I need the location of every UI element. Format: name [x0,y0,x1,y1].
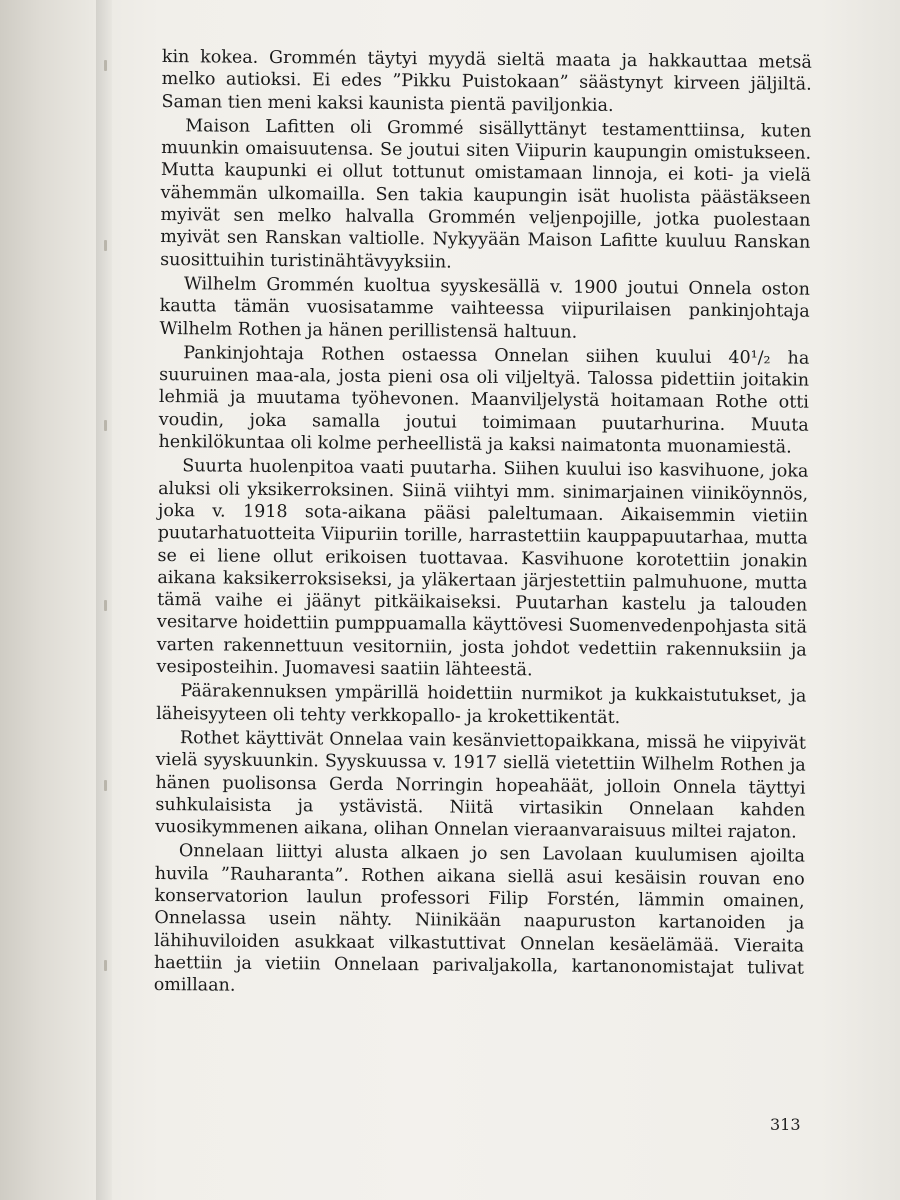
paragraph: Pankinjohtaja Rothen ostaessa Onnelan siihen kuului 40¹/₂ ha suuruinen maa-ala, josta pieni osa oli viljeltyä. Talossa pidettiin joitakin lehmiä ja muutama työhevonen. Maanviljelystä hoitamaan Rothe otti voudin, joka samalla joutui toimimaan puutarhurina. Muuta henkilökuntaa oli kolme perheellistä ja kaksi naimatonta muonamiestä. [158,343,810,458]
binding-stitch [104,420,107,431]
binding-stitch [104,60,107,71]
paragraph: Päärakennuksen ympärillä hoidettiin nurmikot ja kukkaistutukset, ja läheisyyteen oli tehty verkkopallo- ja krokettikentät. [156,681,807,728]
paragraph: Wilhelm Grommén kuoltua syyskesällä v. 1900 joutui Onnela oston kautta tämän vuosisatamme vaihteessa viipurilaisen pankinjohtaja Wilhelm Rothen ja hänen perillistensä haltuun. [159,274,810,343]
binding-stitch [104,780,107,791]
paragraph: kin kokea. Grommén täytyi myydä sieltä maata ja hakkauttaa metsä melko autioksi. Ei edes ”Pikku Puistokaan” säästynyt kirveen jäljiltä. Saman tien meni kaksi kaunista pientä paviljonkia. [161,46,812,116]
binding-stitch [104,960,107,971]
paragraph: Rothet käyttivät Onnelaa vain kesänviettopaikkana, missä he viipyivät vielä syyskuunkin. Syyskuussa v. 1917 siellä vietettiin Wilhelm Rothen ja hänen puolisonsa Gerda Norringin hopeahäät, jolloin Onnela täyttyi suhkulaisista ja ystävistä. Niitä virtasikin Onnelaan kahden vuosikymmenen aikana, olihan Onnelan vieraanvaraisuus miltei rajaton. [155,728,807,843]
paragraph: Maison Lafitten oli Grommé sisällyttänyt testamenttiinsa, kuten muunkin omaisuutensa. Se joutui siten Viipurin kaupungin omistukseen. Mutta kaupunki ei ollut tottunut omistamaan linnoja, ei koti- ja vielä vähemmän ulkomailla. Sen takia kaupungin isät huolista päästäkseen myivät sen melko halvalla Grommén veljenpojille, jotka puolestaan myivät sen Ranskan valtiolle. Nykyyään Maison Lafitte kuuluu Ranskan suosittuihin turistinähtävyyksiin. [160,116,812,273]
binding-stitch [104,600,107,611]
paragraph: Suurta huolenpitoa vaati puutarha. Siihen kuului iso kasvihuone, joka aluksi oli yksikerroksinen. Siinä viihtyi mm. sinimarjainen viiniköynnös, joka v. 1918 sota-aikana pääsi paleltumaan. Aikaisemmin vietiin puutarhatuotteita Viipuriin torille, harrastettiin kauppapuutarhaa, mutta se ei liene ollut erikoisen tuottavaa. Kasvihuone korotettiin jonakin aikana kaksikerroksiseksi, ja yläkertaan järjestettiin palmuhuone, mutta tämä vaihe ei jäänyt pitkäikaiseksi. Puutarhan kastelu ja talouden vesitarve hoidettiin pumppuamalla käyttövesi Suomenvedenpohjasta sitä varten rakennettuun vesitorniin, josta johdot vedettiin rakennuksiin ja vesiposteihin. Juomavesi saatiin lähteestä. [156,456,809,681]
binding-stitch [104,240,107,251]
paragraph: Onnelaan liittyi alusta alkaen jo sen Lavolaan kuulumisen ajoilta huvila ”Rauharanta”. Rothen aikana siellä asui kesäisin rouvan eno konservatorion laulun professori Filip Forstén, lämmin omainen, Onnelassa usein nähty. Niinikään naapuruston kartanoiden ja lähihuviloiden asukkaat vilkastuttivat Onnelan kesäelämää. Vieraita haettiin ja vietiin Onnelaan parivaljakolla, kartanonomistajat tulivat omillaan. [153,841,806,996]
body-text [154,46,812,1004]
page-number: 313 [770,1115,801,1134]
